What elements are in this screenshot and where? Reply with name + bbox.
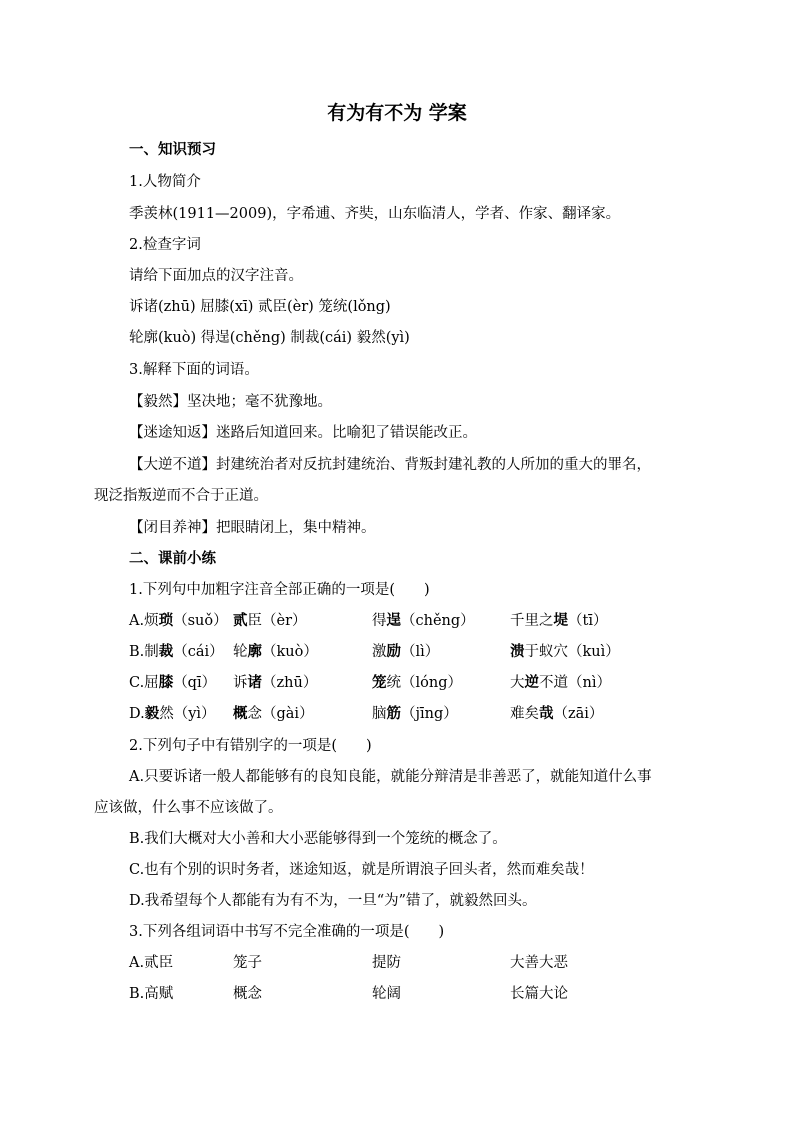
page-title: 有为有不为 学案 (327, 102, 467, 124)
q1-d-col4: 难矣哉（zāi） (510, 705, 604, 722)
q3-stem: 3.下列各组词语中书写不完全准确的一项是( ) (129, 924, 445, 940)
q1-a-col2: 贰臣（èr） (233, 612, 307, 629)
q1-d-col2: 概念（gài） (233, 705, 314, 722)
q1-a-col4: 千里之堤（tī） (510, 612, 608, 629)
q1-b-col2: 轮廓（kuò） (233, 643, 318, 660)
q1-b-col3: 激励（lì） (372, 643, 440, 660)
q1-c-col2: 诉诸（zhū） (233, 674, 318, 691)
q1-c-col3: 笼统（lóng） (372, 674, 462, 691)
q1-d-col1: D.毅然（yì） (129, 705, 216, 722)
definition-dani-cont: 现泛指叛逆而不合于正道。 (94, 488, 268, 504)
q2-stem: 2.下列句子中有错别字的一项是( ) (129, 738, 372, 754)
q1-stem: 1.下列句中加粗字注音全部正确的一项是( ) (129, 582, 430, 598)
q2-option-a-cont: 应该做，什么事不应该做了。 (94, 800, 283, 816)
q3-b-col3: 轮阔 (372, 986, 401, 1002)
q2-option-c: C.也有个别的识时务者，迷途知返，就是所谓浪子回头者，然而难矣哉！ (129, 862, 594, 878)
definition-yiran: 【毅然】坚决地；毫不犹豫地。 (129, 394, 332, 410)
q1-b-col1: B.制裁（cái） (129, 643, 224, 660)
q1-b-col4: 溃于蚁穴（kuì） (510, 643, 620, 660)
item1-title: 1.人物简介 (129, 174, 201, 190)
item2-line1: 诉诸(zhū) 屈膝(xī) 贰臣(èr) 笼统(lǒng) (129, 299, 391, 315)
item2-title: 2.检查字词 (129, 237, 201, 253)
q3-a-col2: 笼子 (233, 955, 262, 971)
q2-option-b: B.我们大概对大小善和大小恶能够得到一个笼统的概念了。 (129, 831, 507, 847)
q3-a-col3: 提防 (372, 955, 401, 971)
q3-b-col2: 概念 (233, 986, 262, 1002)
q1-a-col3: 得逞（chěng） (372, 612, 475, 629)
q1-c-col4: 大逆不道（nì） (510, 674, 611, 691)
q3-a-col1: A.贰臣 (129, 955, 174, 971)
section2-heading: 二、课前小练 (129, 551, 216, 567)
q1-c-col1: C.屈膝（qī） (129, 674, 217, 691)
q3-b-col4: 长篇大论 (510, 986, 568, 1002)
item2-line2: 轮廓(kuò) 得逞(chěng) 制裁(cái) 毅然(yì) (129, 330, 410, 346)
definition-bimu: 【闭目养神】把眼睛闭上，集中精神。 (129, 520, 376, 536)
q2-option-a: A.只要诉诸一般人都能够有的良知良能，就能分辩清是非善恶了，就能知道什么事 (129, 769, 652, 785)
q1-d-col3: 脑筋（jīng） (372, 705, 458, 722)
definition-dani: 【大逆不道】封建统治者对反抗封建统治、背叛封建礼教的人所加的重大的罪名， (129, 457, 651, 473)
item2-instruction: 请给下面加点的汉字注音。 (129, 268, 303, 284)
q2-option-d: D.我希望每个人都能有为有不为，一旦“为”错了，就毅然回头。 (129, 893, 537, 909)
section1-heading: 一、知识预习 (129, 142, 216, 158)
q1-a-col1: A.烦琐（suǒ） (129, 612, 228, 629)
item1-text: 季羡林(1911—2009)，字希逋、齐奘，山东临清人，学者、作家、翻译家。 (129, 206, 621, 222)
q3-b-col1: B.高赋 (129, 986, 174, 1002)
definition-mitu: 【迷途知返】迷路后知道回来。比喻犯了错误能改正。 (129, 425, 477, 441)
q3-a-col4: 大善大恶 (510, 955, 568, 971)
item3-title: 3.解释下面的词语。 (129, 362, 259, 378)
